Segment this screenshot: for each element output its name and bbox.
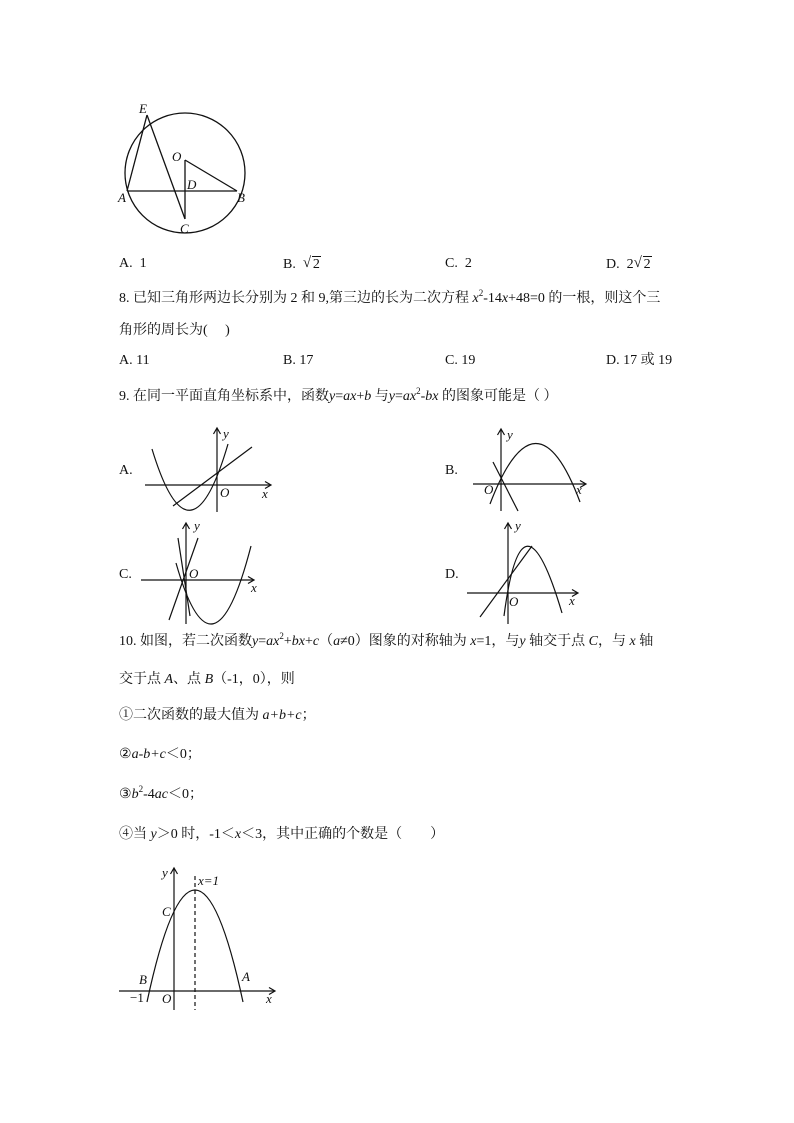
svg-text:y: y (507, 427, 513, 442)
q10-statement-4: ④当 y＞0 时，-1＜x＜3，其中正确的个数是（ ） (119, 827, 445, 842)
svg-text:−1: −1 (130, 990, 144, 1005)
q8-option-d: D. 17 或 19 (606, 353, 673, 368)
q7-option-c: C. 2 (445, 256, 472, 271)
q7-option-a: A. 1 (119, 256, 147, 271)
q9-stem: 9. 在同一平面直角坐标系中，函数y=ax+b 与$y=ax^2-bx$ 的图象可能是（ ） (119, 386, 558, 404)
q9-graph-c (138, 518, 268, 628)
svg-text:x: x (266, 991, 272, 1006)
svg-text:O: O (509, 594, 519, 609)
segment-EA (127, 115, 147, 191)
q8-option-b: B. 17 (283, 353, 314, 368)
svg-text:x: x (576, 482, 582, 497)
q9-option-d-label: D. (445, 567, 459, 582)
q10-stem-line2: 交于点 A、点 B（-1，0），则 (119, 672, 295, 687)
q9-graph-b (468, 424, 593, 514)
q9-option-a-label: A. (119, 463, 133, 478)
svg-text:O: O (220, 485, 230, 500)
svg-text:A: A (242, 969, 250, 984)
label-B: B (237, 190, 245, 205)
label-O: O (172, 149, 182, 164)
svg-text:x=1: x=1 (198, 873, 220, 888)
svg-text:O: O (189, 566, 199, 581)
q10-stem-line1: 10. 如图，若二次函数$y=ax^2+bx+c(a\ne 0)$图象的对称轴为 x=1，与y 轴交于点 C，与 x 轴 (119, 631, 654, 649)
q10-statement-1: ①二次函数的最大值为 a+b+c； (119, 708, 316, 723)
q10-statement-3: $③b^2-4ac<0$； (119, 784, 203, 802)
svg-text:y: y (162, 865, 168, 880)
svg-text:y: y (194, 518, 200, 533)
svg-text:C: C (162, 904, 171, 919)
q9-graph-d (462, 518, 587, 628)
q9-graph-a (140, 424, 280, 514)
svg-text:x: x (262, 486, 268, 501)
svg-text:x: x (251, 580, 257, 595)
q10-parabola-figure (114, 862, 284, 1012)
label-E: E (139, 101, 147, 116)
svg-text:y: y (223, 426, 229, 441)
svg-text:y: y (515, 518, 521, 533)
circle-figure (112, 98, 262, 238)
segment-EC (147, 115, 185, 219)
label-A: A (118, 190, 126, 205)
q7-option-b: B. √ 2 (283, 255, 320, 272)
q7-option-d: D. 2 √ 2 (606, 255, 651, 272)
label-D: D (187, 177, 197, 192)
svg-text:O: O (484, 482, 494, 497)
q8-stem-line2: 角形的周长为( ) (119, 323, 230, 338)
q9-option-c-label: C. (119, 567, 132, 582)
q10-statement-2: ②a-b+c＜0； (119, 747, 201, 762)
q8-option-c: C. 19 (445, 353, 476, 368)
svg-text:B: B (139, 972, 147, 987)
svg-text:O: O (162, 991, 172, 1006)
q9-option-b-label: B. (445, 463, 458, 478)
svg-text:x: x (569, 593, 575, 608)
label-C: C (180, 221, 189, 236)
q8-option-a: A. 11 (119, 353, 150, 368)
q8-stem-line1: 8. 已知三角形两边长分别为 2 和 9,第三边的长为二次方程 $x^2-14x+48=0$ 的一根，则这个三 (119, 288, 661, 306)
